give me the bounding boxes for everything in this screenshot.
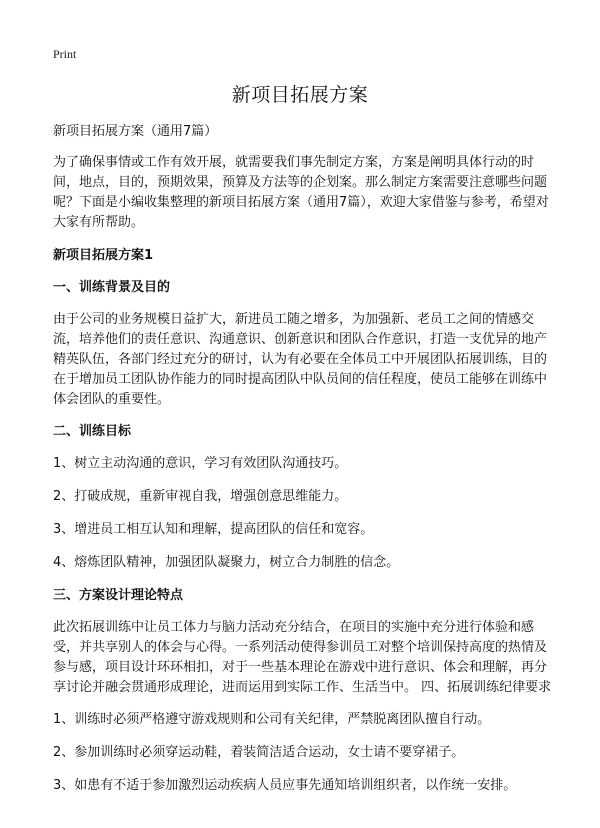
goal-item: 4、熔炼团队精神，加强团队凝聚力，树立合力制胜的信念。: [53, 555, 400, 570]
document-subtitle: 新项目拓展方案（通用7篇）: [53, 124, 218, 139]
goal-item: 3、增进员工相互认知和理解，提高团队的信任和宽容。: [53, 522, 374, 537]
section-heading-theory: 三、方案设计理论特点: [53, 588, 184, 603]
print-link[interactable]: Print: [53, 47, 77, 61]
intro-paragraph: 为了确保事情或工作有效开展，就需要我们事先制定方案，方案是阐明具体行动的时间，地点，目的，预期效果，预算及方法等的企划案。那么制定方案需要注意哪些问题呢？下面是小编收集整理的新项目拓展方案（通用7篇），欢迎大家借鉴与参考，希望对大家有所帮助。: [53, 155, 549, 230]
page-title: 新项目拓展方案: [231, 84, 369, 106]
plan-heading: 新项目拓展方案1: [53, 248, 154, 263]
goal-item: 2、打破成规，重新审视自我，增强创意思维能力。: [53, 489, 348, 504]
section-body-theory: 此次拓展训练中让员工体力与脑力活动充分结合，在项目的实施中充分进行体验和感受，并共享别人的体会与心得。一系列活动使得参训员工对整个培训保持高度的热情及参与感，项目设计环环相扣，对于一些基本理论在游戏中进行意识、体会和理解，再分享讨论并融会贯通形成理论，进而运用到实际工作、生活当中。 四、拓展训练纪律要求: [53, 620, 552, 695]
goal-item: 1、树立主动沟通的意识，学习有效团队沟通技巧。: [53, 456, 348, 471]
rule-item: 2、参加训练时必须穿运动鞋，着装简洁适合运动，女士请不要穿裙子。: [53, 745, 465, 760]
rule-item: 3、如患有不适于参加激烈运动疾病人员应事先通知培训组织者，以作统一安排。: [53, 778, 517, 793]
section-body-background: 由于公司的业务规模日益扩大，新进员工随之增多，为加强新、老员工之间的情感交流，培养他们的责任意识、沟通意识、创新意识和团队合作意识，打造一支优异的地产精英队伍，各部门经过充分的研讨，认为有必要在全体员工中开展团队拓展训练，目的在于增加员工团队协作能力的同时提高团队中队员间的信任程度，使员工能够在训练中体会团队的重要性。: [53, 312, 548, 407]
section-heading-background: 一、训练背景及目的: [53, 280, 171, 295]
section-heading-goals: 二、训练目标: [53, 424, 132, 439]
rule-item: 1、训练时必须严格遵守游戏规则和公司有关纪律，严禁脱离团队擅自行动。: [53, 712, 491, 727]
document-content: [53, 122, 553, 796]
